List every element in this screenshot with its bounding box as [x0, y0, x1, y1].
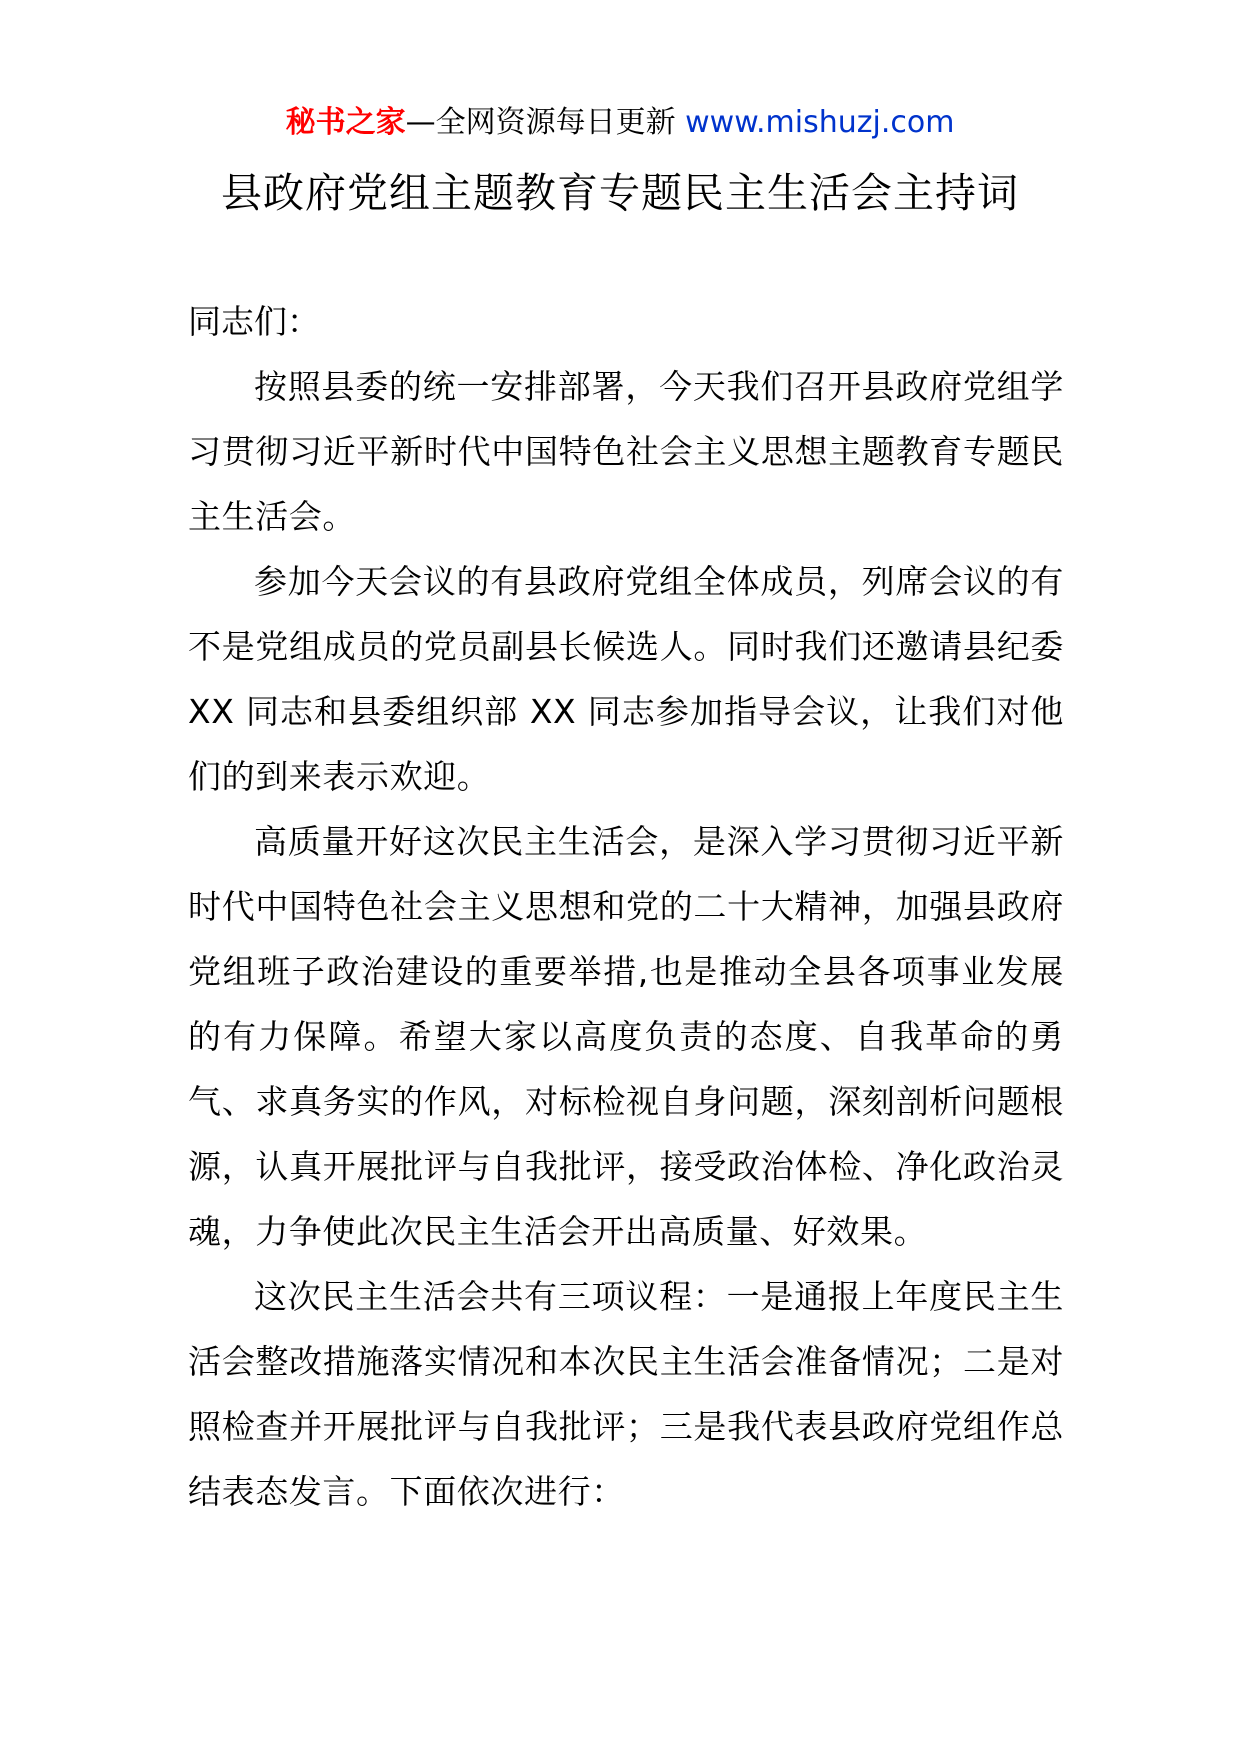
header-tagline: —全网资源每日更新	[405, 105, 686, 140]
site-header	[0, 103, 1240, 143]
paragraph-1: 按照县委的统一安排部署，今天我们召开县政府党组学习贯彻习近平新时代中国特色社会主义思想主题教育专题民主生活会。	[188, 367, 1064, 536]
paragraph-3: 高质量开好这次民主生活会，是深入学习贯彻习近平新时代中国特色社会主义思想和党的二十大精神，加强县政府党组班子政治建设的重要举措,也是推动全县各项事业发展的有力保障。希望大家以高度负责的态度、自我革命的勇气、求真务实的作风，对标检视自身问题，深刻剖析问题根源，认真开展批评与自我批评，接受政治体检、净化政治灵魂，力争使此次民主生活会开出高质量、好效果。	[188, 822, 1064, 1251]
paragraph-2: 参加今天会议的有县政府党组全体成员，列席会议的有不是党组成员的党员副县长候选人。同时我们还邀请县纪委 XX 同志和县委组织部 XX 同志参加指导会议，让我们对他们的到来表示欢迎。	[188, 562, 1064, 796]
document-body	[188, 289, 1064, 1524]
paragraph-4: 这次民主生活会共有三项议程：一是通报上年度民主生活会整改措施落实情况和本次民主生活会准备情况；二是对照检查并开展批评与自我批评；三是我代表县政府党组作总结表态发言。下面依次进行：	[188, 1277, 1064, 1511]
document-title: 县政府党组主题教育专题民主生活会主持词	[221, 169, 1019, 217]
site-url-link[interactable]: www.mishuzj.com	[685, 105, 955, 140]
salutation: 同志们：	[188, 302, 320, 341]
brand-name: 秘书之家	[285, 105, 406, 140]
